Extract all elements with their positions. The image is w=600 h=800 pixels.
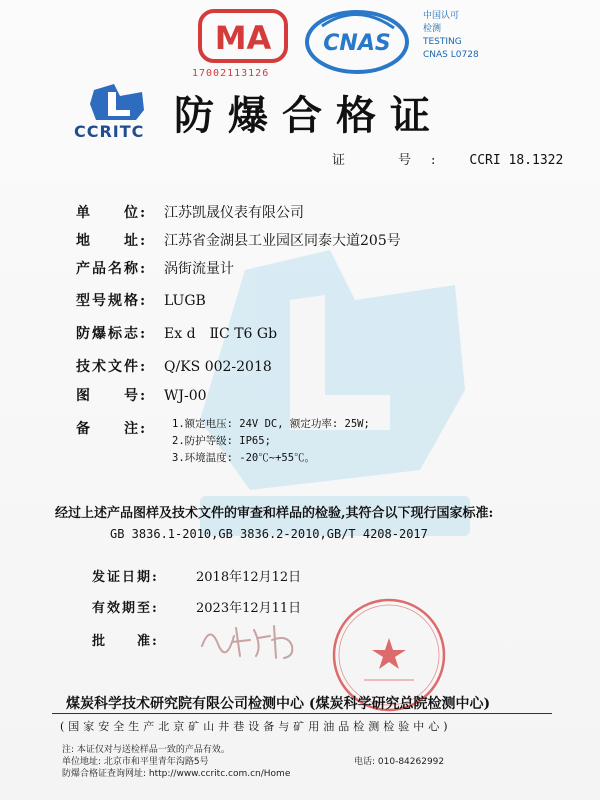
note-line: 1.额定电压: 24V DC, 额定功率: 25W; xyxy=(172,418,370,430)
cnas-mark-icon xyxy=(302,6,412,78)
footer-phone: 电话: 010-84262992 xyxy=(354,757,445,767)
note-line: 2.防护等级: IP65; xyxy=(172,435,271,447)
ccritc-logo-icon xyxy=(86,70,150,122)
field-drawing-no: 图 号: WJ-00 xyxy=(76,388,207,404)
note-line: 3.环境温度: -20℃~+55℃。 xyxy=(172,452,316,464)
approval: 批 准: xyxy=(92,634,159,649)
field-remarks: 备 注: xyxy=(76,421,148,437)
certificate-title: 防爆合格证 xyxy=(174,92,444,139)
conclusion-text: 经过上述产品图样及技术文件的审查和样品的检验,其符合以下现行国家标准: xyxy=(55,506,494,521)
footer-address: 单位地址: 北京市和平里青年沟路5号 xyxy=(62,757,209,767)
cnas-side-text: 中国认可 检测 TESTING CNAS L0728 xyxy=(423,11,479,60)
field-address: 地 址: 江苏省金湖县工业园区同泰大道205号 xyxy=(76,233,401,249)
certificate-number: 证 号: CCRI 18.1322 xyxy=(332,153,564,168)
logo-text: CCRITC xyxy=(74,122,145,141)
ma-number: 17002113126 xyxy=(192,68,270,79)
issue-date: 发证日期: 2018年12月12日 xyxy=(92,570,302,585)
field-tech-file: 技术文件: Q/KS 002-2018 xyxy=(76,359,272,375)
ma-mark-icon xyxy=(197,8,289,64)
divider xyxy=(52,713,552,714)
expiry-date: 有效期至: 2023年12月11日 xyxy=(92,601,302,616)
issuer-name: 煤炭科学技术研究院有限公司检测中心 (煤炭科学研究总院检测中心) xyxy=(66,696,491,712)
remarks-notes xyxy=(172,416,370,467)
svg-text:CNAS: CNAS xyxy=(323,31,391,56)
field-model: 型号规格: LUGB xyxy=(76,293,206,309)
issuer-subtitle: (国家安全生产北京矿山井巷设备与矿用油品检测检验中心) xyxy=(60,720,452,733)
svg-text:MA: MA xyxy=(214,19,272,57)
standards-list: GB 3836.1-2010,GB 3836.2-2010,GB/T 4208-2017 xyxy=(110,527,428,541)
field-unit: 单 位: 江苏凯晟仪表有限公司 xyxy=(76,205,304,221)
footer-note: 注: 本证仅对与送检样品一致的产品有效。 xyxy=(62,745,230,755)
field-ex-mark: 防爆标志: Ex d ⅡC T6 Gb xyxy=(76,326,278,342)
signature-icon xyxy=(196,616,306,662)
footer-website: 防爆合格证查询网址: http://www.ccritc.com.cn/Home xyxy=(62,769,291,779)
field-product-name: 产品名称: 涡街流量计 xyxy=(76,261,234,277)
